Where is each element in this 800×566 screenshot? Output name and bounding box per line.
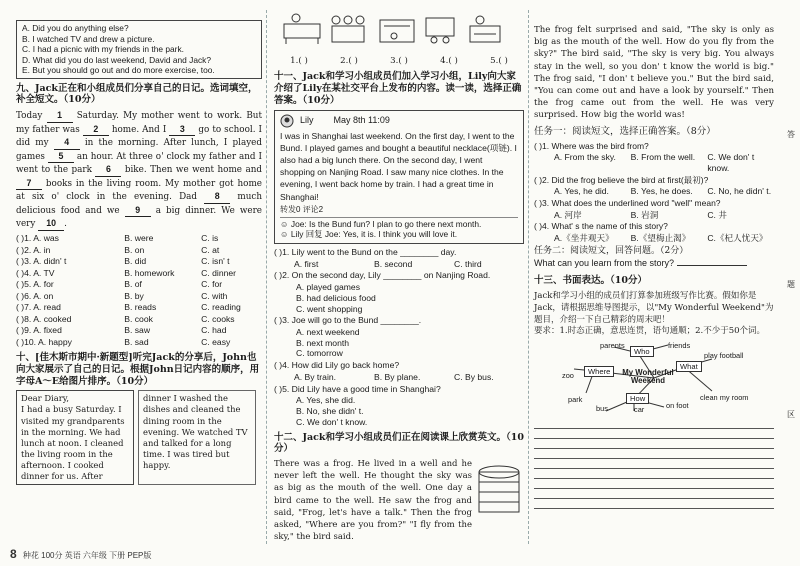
passage-text: Today bbox=[16, 111, 47, 122]
choice-cell: C. is bbox=[201, 233, 219, 243]
passage-blank[interactable]: 10 bbox=[38, 217, 64, 230]
well-frog-icon bbox=[476, 458, 522, 518]
passage-blank[interactable]: 3 bbox=[169, 123, 195, 136]
question[interactable]: ( )5. Did Lily have a good time in Shanghai? bbox=[274, 383, 441, 394]
mind-label-parents: parents bbox=[600, 340, 625, 350]
question-options bbox=[274, 259, 524, 270]
choice-cell: ( )1. A. was bbox=[16, 233, 59, 243]
column-right bbox=[534, 24, 774, 509]
question-option: B. 岩洞 bbox=[630, 209, 659, 220]
passage-blank[interactable]: 4 bbox=[54, 136, 80, 149]
choice-row[interactable] bbox=[16, 336, 262, 348]
question-option: A. next weekend bbox=[296, 326, 360, 337]
choice-cell: C. had bbox=[201, 325, 227, 336]
section-13-body: Jack和学习小组的成员们打算参加班级写作比赛。假如你是Jack，请根据思维导图提示，以"My Wonderful Weekend"为题目，介绍一下自己精彩的周末吧！ bbox=[534, 291, 774, 326]
picture-1-icon bbox=[284, 14, 320, 44]
choice-row[interactable] bbox=[16, 244, 262, 256]
options-box bbox=[16, 20, 262, 79]
pic-blank-2[interactable]: 2.( ) bbox=[340, 56, 358, 67]
question-option: B. next month bbox=[296, 337, 350, 348]
picture-4-icon bbox=[426, 18, 454, 43]
choice-cell: C. dinner bbox=[201, 267, 237, 278]
question-option: C. 井 bbox=[707, 209, 727, 220]
question[interactable]: ( )2. On the second day, Lily ________ on Nanjing Road. bbox=[274, 270, 491, 281]
mind-label-car: car bbox=[634, 404, 645, 414]
reply-2-text: Lily 回复 Joe: Yes, it is. I think you will love it. bbox=[290, 229, 458, 240]
question[interactable]: ( )3. Joe will go to the Bund ________. bbox=[274, 315, 422, 326]
passage-text: Saturday. My mother went to work. But my father was bbox=[16, 111, 263, 135]
picture-row bbox=[274, 10, 524, 58]
passage-blank[interactable]: 7 bbox=[16, 177, 42, 190]
passage-text: a big dinner. We were very bbox=[16, 205, 263, 230]
post-stats: 转发0 评论2 bbox=[280, 204, 324, 214]
passage-blank[interactable]: 1 bbox=[47, 109, 73, 122]
mind-label-park: park bbox=[568, 394, 583, 404]
question-options bbox=[534, 233, 774, 244]
option-c: C. I had a picnic with my friends in the park. bbox=[22, 44, 184, 54]
question-option: C. tomorrow bbox=[296, 348, 343, 359]
section-9-passage bbox=[16, 109, 262, 230]
choice-cell: C. for bbox=[201, 279, 223, 290]
choice-cell: C. cooks bbox=[201, 313, 235, 324]
choice-cell: B. sad bbox=[124, 336, 149, 347]
picture-2-icon bbox=[332, 16, 364, 42]
picture-3-icon bbox=[380, 20, 414, 42]
question-option: A. played games bbox=[296, 282, 361, 293]
question-option: B. From the well. bbox=[630, 152, 696, 163]
choice-cell: ( )2. A. in bbox=[16, 244, 51, 255]
side-tab-3: 区 bbox=[787, 410, 795, 419]
choice-row[interactable] bbox=[16, 233, 262, 245]
section-9-title: 九、Jack正在和小组成员们分享自己的日记。选词填空，补全短文。（10分） bbox=[16, 82, 258, 106]
side-tab-1: 答 bbox=[787, 130, 795, 139]
choice-row[interactable] bbox=[16, 290, 262, 302]
choice-cell: ( )3. A. didn' t bbox=[16, 256, 67, 267]
choice-cell: C. at bbox=[201, 244, 220, 255]
question-option: B. had delicious food bbox=[296, 292, 376, 303]
passage-text: . bbox=[64, 219, 67, 230]
choice-row[interactable] bbox=[16, 302, 262, 314]
page-footer bbox=[10, 547, 151, 562]
mind-label-clean: clean my room bbox=[700, 392, 749, 402]
page-number: 8 bbox=[10, 547, 17, 561]
question-option: B.《望梅止渴》 bbox=[630, 232, 691, 243]
question-options bbox=[534, 210, 774, 221]
section-12-content bbox=[274, 458, 524, 542]
option-a: A. Did you do anything else? bbox=[22, 23, 129, 33]
question-option: C. No, he didn' t. bbox=[707, 186, 772, 197]
choice-cell: C. with bbox=[201, 290, 228, 301]
choice-cell: ( )7. A. read bbox=[16, 302, 61, 313]
pic-blank-5[interactable]: 5.( ) bbox=[490, 56, 508, 67]
question[interactable]: ( )1. Lily went to the Bund on the ________ day. bbox=[274, 246, 457, 257]
question-options bbox=[534, 152, 774, 173]
choice-row[interactable] bbox=[16, 279, 262, 291]
mind-node-how: How bbox=[626, 393, 649, 404]
section-12-title: 十二、Jack和学习小组成员们正在阅读课上欣赏英文。（10分） bbox=[274, 431, 524, 455]
question-option: B. No, she didn' t. bbox=[296, 406, 364, 417]
picture-5-icon bbox=[470, 16, 500, 42]
question-option: B. By plane. bbox=[374, 371, 421, 382]
question[interactable]: ( )3. What does the underlined word "well" mean? bbox=[534, 197, 721, 208]
section-9-choices bbox=[16, 233, 262, 348]
passage-blank[interactable]: 2 bbox=[83, 123, 109, 136]
passage-text: home. And I bbox=[108, 124, 170, 135]
question-option: A. first bbox=[294, 258, 319, 269]
post-user: Lily bbox=[300, 114, 314, 125]
choice-cell: ( )8. A. cooked bbox=[16, 313, 72, 324]
question-option: A. By train. bbox=[294, 371, 337, 382]
task-1-questions bbox=[534, 141, 774, 244]
passage-blank[interactable]: 5 bbox=[48, 150, 74, 163]
option-e: E. But you should go out and do more exercise, too. bbox=[22, 65, 215, 75]
question-option: A. From the sky. bbox=[554, 152, 616, 163]
choice-row[interactable] bbox=[16, 325, 262, 337]
footer-text: 种花 100分 英语 六年级 下册 PEP版 bbox=[22, 551, 152, 560]
reply-1-text: Joe: Is the Bund fun? I plan to go there next month. bbox=[290, 218, 482, 229]
question-option: B. second bbox=[374, 258, 413, 269]
mind-center: My Wonderful Weekend bbox=[622, 367, 674, 386]
column-middle bbox=[274, 10, 524, 543]
question-option: A. 河岸 bbox=[554, 209, 582, 220]
diary-left: Dear Diary, I had a busy Saturday. I visited my grandparents in the morning. We had lunch at noon. I cleaned the living room in the afternoon. I cooked dinner for us. After bbox=[16, 390, 134, 485]
choice-cell: B. by bbox=[124, 290, 144, 301]
choice-cell: C. isn' t bbox=[201, 256, 230, 267]
question-options bbox=[534, 186, 774, 197]
task-2-title: 任务二：阅读短文，回答问题。（2分） bbox=[534, 245, 689, 256]
option-b: B. I watched TV and drew a picture. bbox=[22, 33, 155, 44]
mind-node-who: Who bbox=[630, 346, 654, 357]
mind-node-what: What bbox=[676, 361, 702, 372]
diary-area bbox=[16, 390, 262, 485]
passage-text: an hour. At three o' clock my father and I went to the park bbox=[16, 151, 262, 176]
question-option: C. We don' t know. bbox=[296, 416, 368, 427]
choice-cell: B. were bbox=[124, 233, 154, 243]
diary-right: dinner I washed the dishes and cleaned the dining room in the evening. We watched TV and talked for a long time. I was tired but happy. bbox=[138, 390, 256, 485]
question[interactable]: ( )4. How did Lily go back home? bbox=[274, 360, 400, 371]
choice-row[interactable] bbox=[16, 267, 262, 279]
reply-2: ☺ Lily 回复 Joe: Yes, it is. I think you will love it. bbox=[280, 229, 458, 240]
choice-cell: ( )6. A. on bbox=[16, 290, 54, 301]
choice-cell: ( )10. A. happy bbox=[16, 336, 72, 347]
replies bbox=[280, 217, 518, 240]
question[interactable]: ( )2. Did the frog believe the bird at first(最初)? bbox=[534, 174, 709, 185]
question-option: B. Yes, he does. bbox=[630, 186, 693, 197]
task-2-question bbox=[534, 258, 774, 269]
passage-blank[interactable]: 6 bbox=[95, 163, 121, 176]
mind-label-football: play football bbox=[704, 350, 744, 360]
choice-row[interactable] bbox=[16, 313, 262, 325]
passage-blank[interactable]: 9 bbox=[125, 204, 151, 217]
choice-cell: ( )5. A. for bbox=[16, 279, 54, 290]
passage-blank[interactable]: 8 bbox=[204, 190, 230, 203]
column-divider-1 bbox=[266, 10, 267, 544]
column-divider-2 bbox=[528, 10, 529, 544]
column-left bbox=[16, 20, 262, 485]
post-header bbox=[280, 114, 518, 128]
pic-blank-4[interactable]: 4.( ) bbox=[440, 56, 458, 67]
section-13-req: 要求：1.时态正确，意思连贯，语句通顺；2.不少于50个词。 bbox=[534, 326, 766, 337]
question[interactable]: ( )1. Where was the bird from? bbox=[534, 140, 649, 151]
choice-cell: ( )9. A. fixed bbox=[16, 325, 62, 336]
task-2-answer-line[interactable] bbox=[677, 265, 747, 266]
post-time: May 8th 11:09 bbox=[333, 114, 390, 125]
question[interactable]: ( )4. What' s the name of this story? bbox=[534, 221, 668, 232]
mind-label-bus: bus bbox=[596, 403, 608, 413]
pic-blank-3[interactable]: 3.( ) bbox=[390, 56, 408, 67]
passage-text: go to school. I did my bbox=[16, 124, 262, 149]
choice-cell: B. reads bbox=[124, 302, 157, 313]
avatar-icon bbox=[280, 114, 294, 128]
section-12-passage-cont: The frog felt surprised and said, "The sky is only as big as the mouth of the well. How do you fly from the sky?" The bird said, "The sky is very big. You always stay in the well, so you don' t know the world is big." The frog said, "I don' t believe you." But the bird said, "You can come out and have a look by yourself." Then the frog came out from the well. He was very surprised. How big the world was! bbox=[534, 25, 774, 121]
question-option: A. Yes, she did. bbox=[296, 395, 356, 406]
passage-text: in the morning. After lunch, I played games bbox=[16, 138, 262, 162]
choice-cell: B. did bbox=[124, 256, 147, 267]
mind-label-onfoot: on foot bbox=[666, 400, 689, 410]
question-option: C. We don' t know. bbox=[707, 152, 755, 173]
reply-1: ☺ Joe: Is the Bund fun? I plan to go there next month. bbox=[280, 218, 482, 229]
mind-label-zoo: zoo bbox=[562, 370, 574, 380]
section-11-title: 十一、Jack和学习小组成员们加入学习小组，Lily向大家介绍了Lily在某社交平台上发布的内容。读一读，选择正确答案。（10分） bbox=[274, 70, 522, 106]
section-11-questions bbox=[274, 247, 524, 428]
mind-node-where: Where bbox=[584, 366, 614, 377]
question-options bbox=[274, 372, 524, 383]
passage-text: books in the living room. My mother got home at six o' clock in the evening. Dad bbox=[16, 178, 262, 203]
choice-cell: B. cook bbox=[124, 313, 153, 324]
question-option: C. third bbox=[454, 258, 482, 269]
choice-cell: C. easy bbox=[201, 336, 231, 347]
question-option: A.《坐井观天》 bbox=[554, 232, 614, 243]
passage-text: much delicious food and we bbox=[16, 192, 262, 216]
choice-cell: C. reading bbox=[201, 302, 241, 313]
section-12-passage: There was a frog. He lived in a well and he never left the well. He thought the sky was as big as the mouth of the well. One day a bird came to the well. He saw the frog and said, "Frog, let's have a talk." Then the frog asked, "Where are you from?" "I fly from the sky," the bird said. bbox=[274, 459, 472, 542]
post-body: I was in Shanghai last weekend. On the first day, I went to the Bund. I played games and bought a beautiful necklace(项链). I also had a big lunch there. On the second day, I went shopping on Nanjing Road. I saw many nice clothes. In the evening, I went back home by train. I had a great time in Shanghai! bbox=[280, 130, 517, 202]
side-tab-2: 题 bbox=[787, 280, 795, 289]
pic-blank-1[interactable]: 1.( ) bbox=[290, 56, 308, 67]
passage-text: bike. Then we went home and bbox=[121, 165, 262, 176]
question-option: A. Yes, he did. bbox=[554, 186, 609, 197]
choice-row[interactable] bbox=[16, 256, 262, 268]
mind-label-friends: friends bbox=[668, 340, 691, 350]
task-1-title: 任务一：阅读短文，选择正确答案。（8分） bbox=[534, 125, 716, 137]
option-d: D. What did you do last weekend, David and Jack? bbox=[22, 54, 212, 65]
task-2-question-text: What can you learn from the story? bbox=[534, 257, 675, 268]
social-post bbox=[274, 110, 524, 244]
section-10-title: 十、[佳木斯市期中·新题型]听完Jack的分享后，John也向大家展示了自己的日记。根据John日记内容的顺序，用字母A～E给图片排序。（10分） bbox=[16, 351, 260, 387]
choice-cell: B. saw bbox=[124, 325, 151, 336]
choice-cell: ( )4. A. TV bbox=[16, 267, 55, 278]
choice-cell: B. homework bbox=[124, 267, 175, 278]
choice-cell: B. on bbox=[124, 244, 145, 255]
question-option: C.《杞人忧天》 bbox=[707, 232, 768, 243]
question-option: C. By bus. bbox=[454, 371, 494, 382]
section-13-title: 十三、书面表达。（10分） bbox=[534, 275, 647, 287]
mind-map bbox=[534, 341, 774, 415]
question-option: C. went shopping bbox=[296, 303, 363, 314]
choice-cell: B. of bbox=[124, 279, 142, 290]
writing-lines[interactable] bbox=[534, 419, 774, 509]
